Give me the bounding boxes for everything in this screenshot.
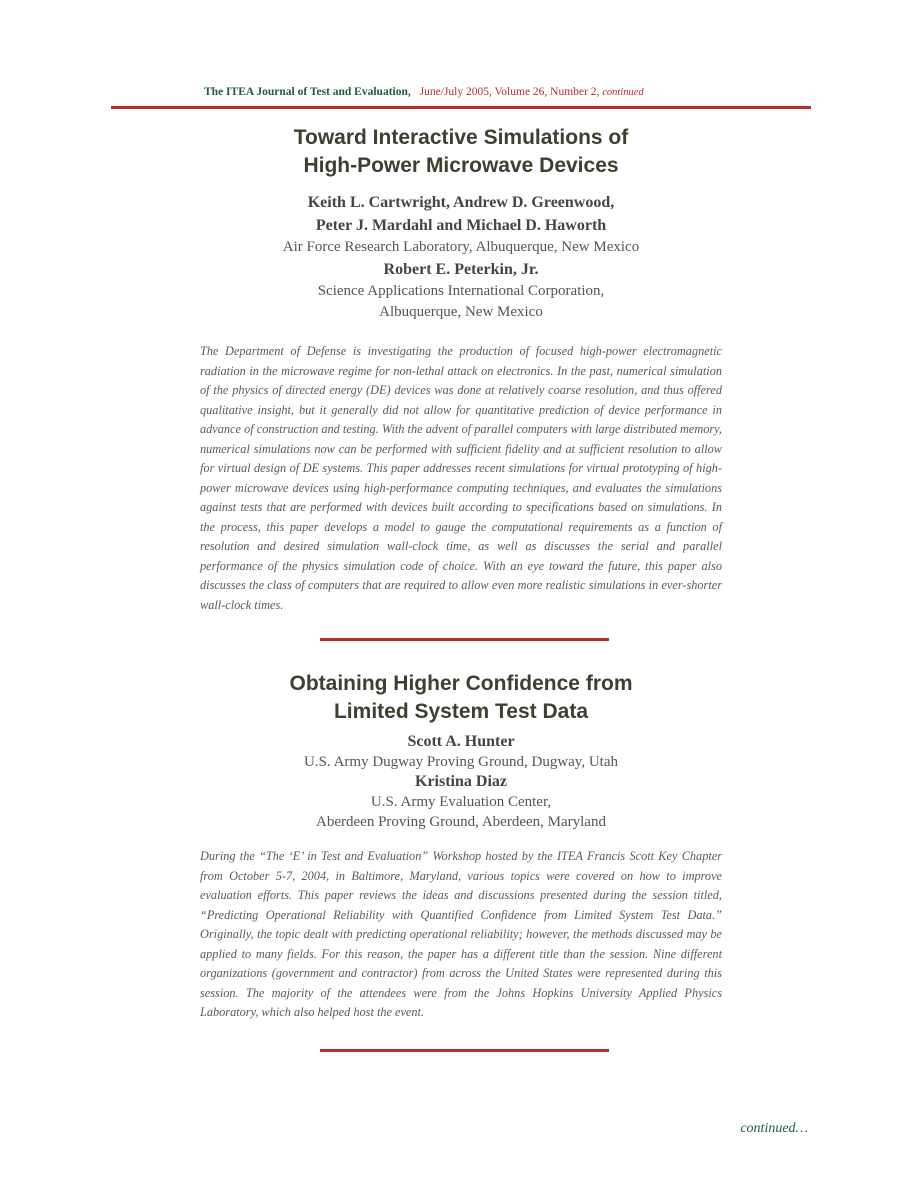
author-line: Robert E. Peterkin, Jr. [383, 261, 539, 278]
affiliation-line: U.S. Army Dugway Proving Ground, Dugway, Utah [303, 754, 618, 770]
affiliation-line: Air Force Research Laboratory, Albuquerque, New Mexico [282, 239, 640, 255]
article-1 [200, 124, 722, 323]
issue-info: June/July 2005, Volume 26, Number 2, [419, 86, 600, 98]
header-rule [111, 106, 811, 109]
article-1-abstract: The Department of Defense is investigating the production of focused high-power electromagnetic radiation in the microwave regime for non-lethal attack on electronics. In the past, numerical simulation of the physics of directed energy (DE) devices was done at relatively coarse resolution, and thus offered qualitative insight, but it generally did not allow for quantitative prediction of device performance in advance of construction and testing. With the advent of parallel computers with large distributed memory, numerical simulations now can be performed with sufficient fidelity and at sufficient resolution to allow for virtual design of DE systems. This paper addresses recent simulations for virtual prototyping of high-power microwave devices using high-performance computing techniques, and evaluates the simulations against tests that are performed with devices built according to specifications based on simulations. In the process, this paper develops a model to gauge the computational requirements as a function of resolution and desired simulation wall-clock time, as well as discusses the serial and parallel performance of the physics simulation code of choice. With an eye toward the future, this paper also discusses the class of computers that are required to allow even more realistic simulations in ever-shorter wall-clock times. [200, 344, 722, 612]
journal-name: The ITEA Journal of Test and Evaluation, [204, 86, 411, 98]
affiliation-line: U.S. Army Evaluation Center, [370, 794, 552, 810]
article-title-line: High-Power Microwave Devices [303, 154, 619, 177]
affiliation-line: Science Applications International Corporation, [317, 283, 605, 299]
author-line: Peter J. Mardahl and Michael D. Haworth [315, 217, 607, 234]
article-separator-rule [320, 638, 609, 641]
article-separator-rule [320, 1049, 609, 1052]
affiliation-line: Albuquerque, New Mexico [379, 304, 543, 320]
continued-link[interactable]: continued… [740, 1121, 808, 1136]
article-2-byline [200, 732, 722, 832]
article-title-line: Obtaining Higher Confidence from [289, 672, 633, 695]
author-line: Kristina Diaz [415, 773, 507, 790]
article-1-byline [200, 191, 722, 323]
article-2-abstract: During the “The ‘E’ in Test and Evaluation” Workshop hosted by the ITEA Francis Scott Key Chapter from October 5-7, 2004, in Baltimore, Maryland, various topics were covered on how to improve evaluation efforts. This paper reviews the ideas and discussions presented during the session titled, “Predicting Operational Reliability with Quantified Confidence from Limited System Test Data.” Originally, the topic dealt with predicting operational reliability; however, the methods discussed may be applied to many fields. For this reason, the paper has a different title than the session. Nine different organizations (government and contractor) from across the United States were represented during this session. The majority of the attendees were from the Johns Hopkins University Applied Physics Laboratory, which also helped host the event. [200, 849, 722, 1019]
header-continued: continued [602, 87, 644, 98]
affiliation-line: Aberdeen Proving Ground, Aberdeen, Maryland [316, 814, 606, 830]
running-head [204, 86, 644, 98]
article-1-title [200, 124, 722, 180]
article-2-title [200, 670, 722, 726]
article-title-line: Toward Interactive Simulations of [293, 126, 629, 149]
author-line: Scott A. Hunter [407, 733, 515, 750]
article-title-line: Limited System Test Data [333, 700, 589, 723]
author-line: Keith L. Cartwright, Andrew D. Greenwood, [307, 194, 615, 211]
article-2 [200, 670, 722, 832]
